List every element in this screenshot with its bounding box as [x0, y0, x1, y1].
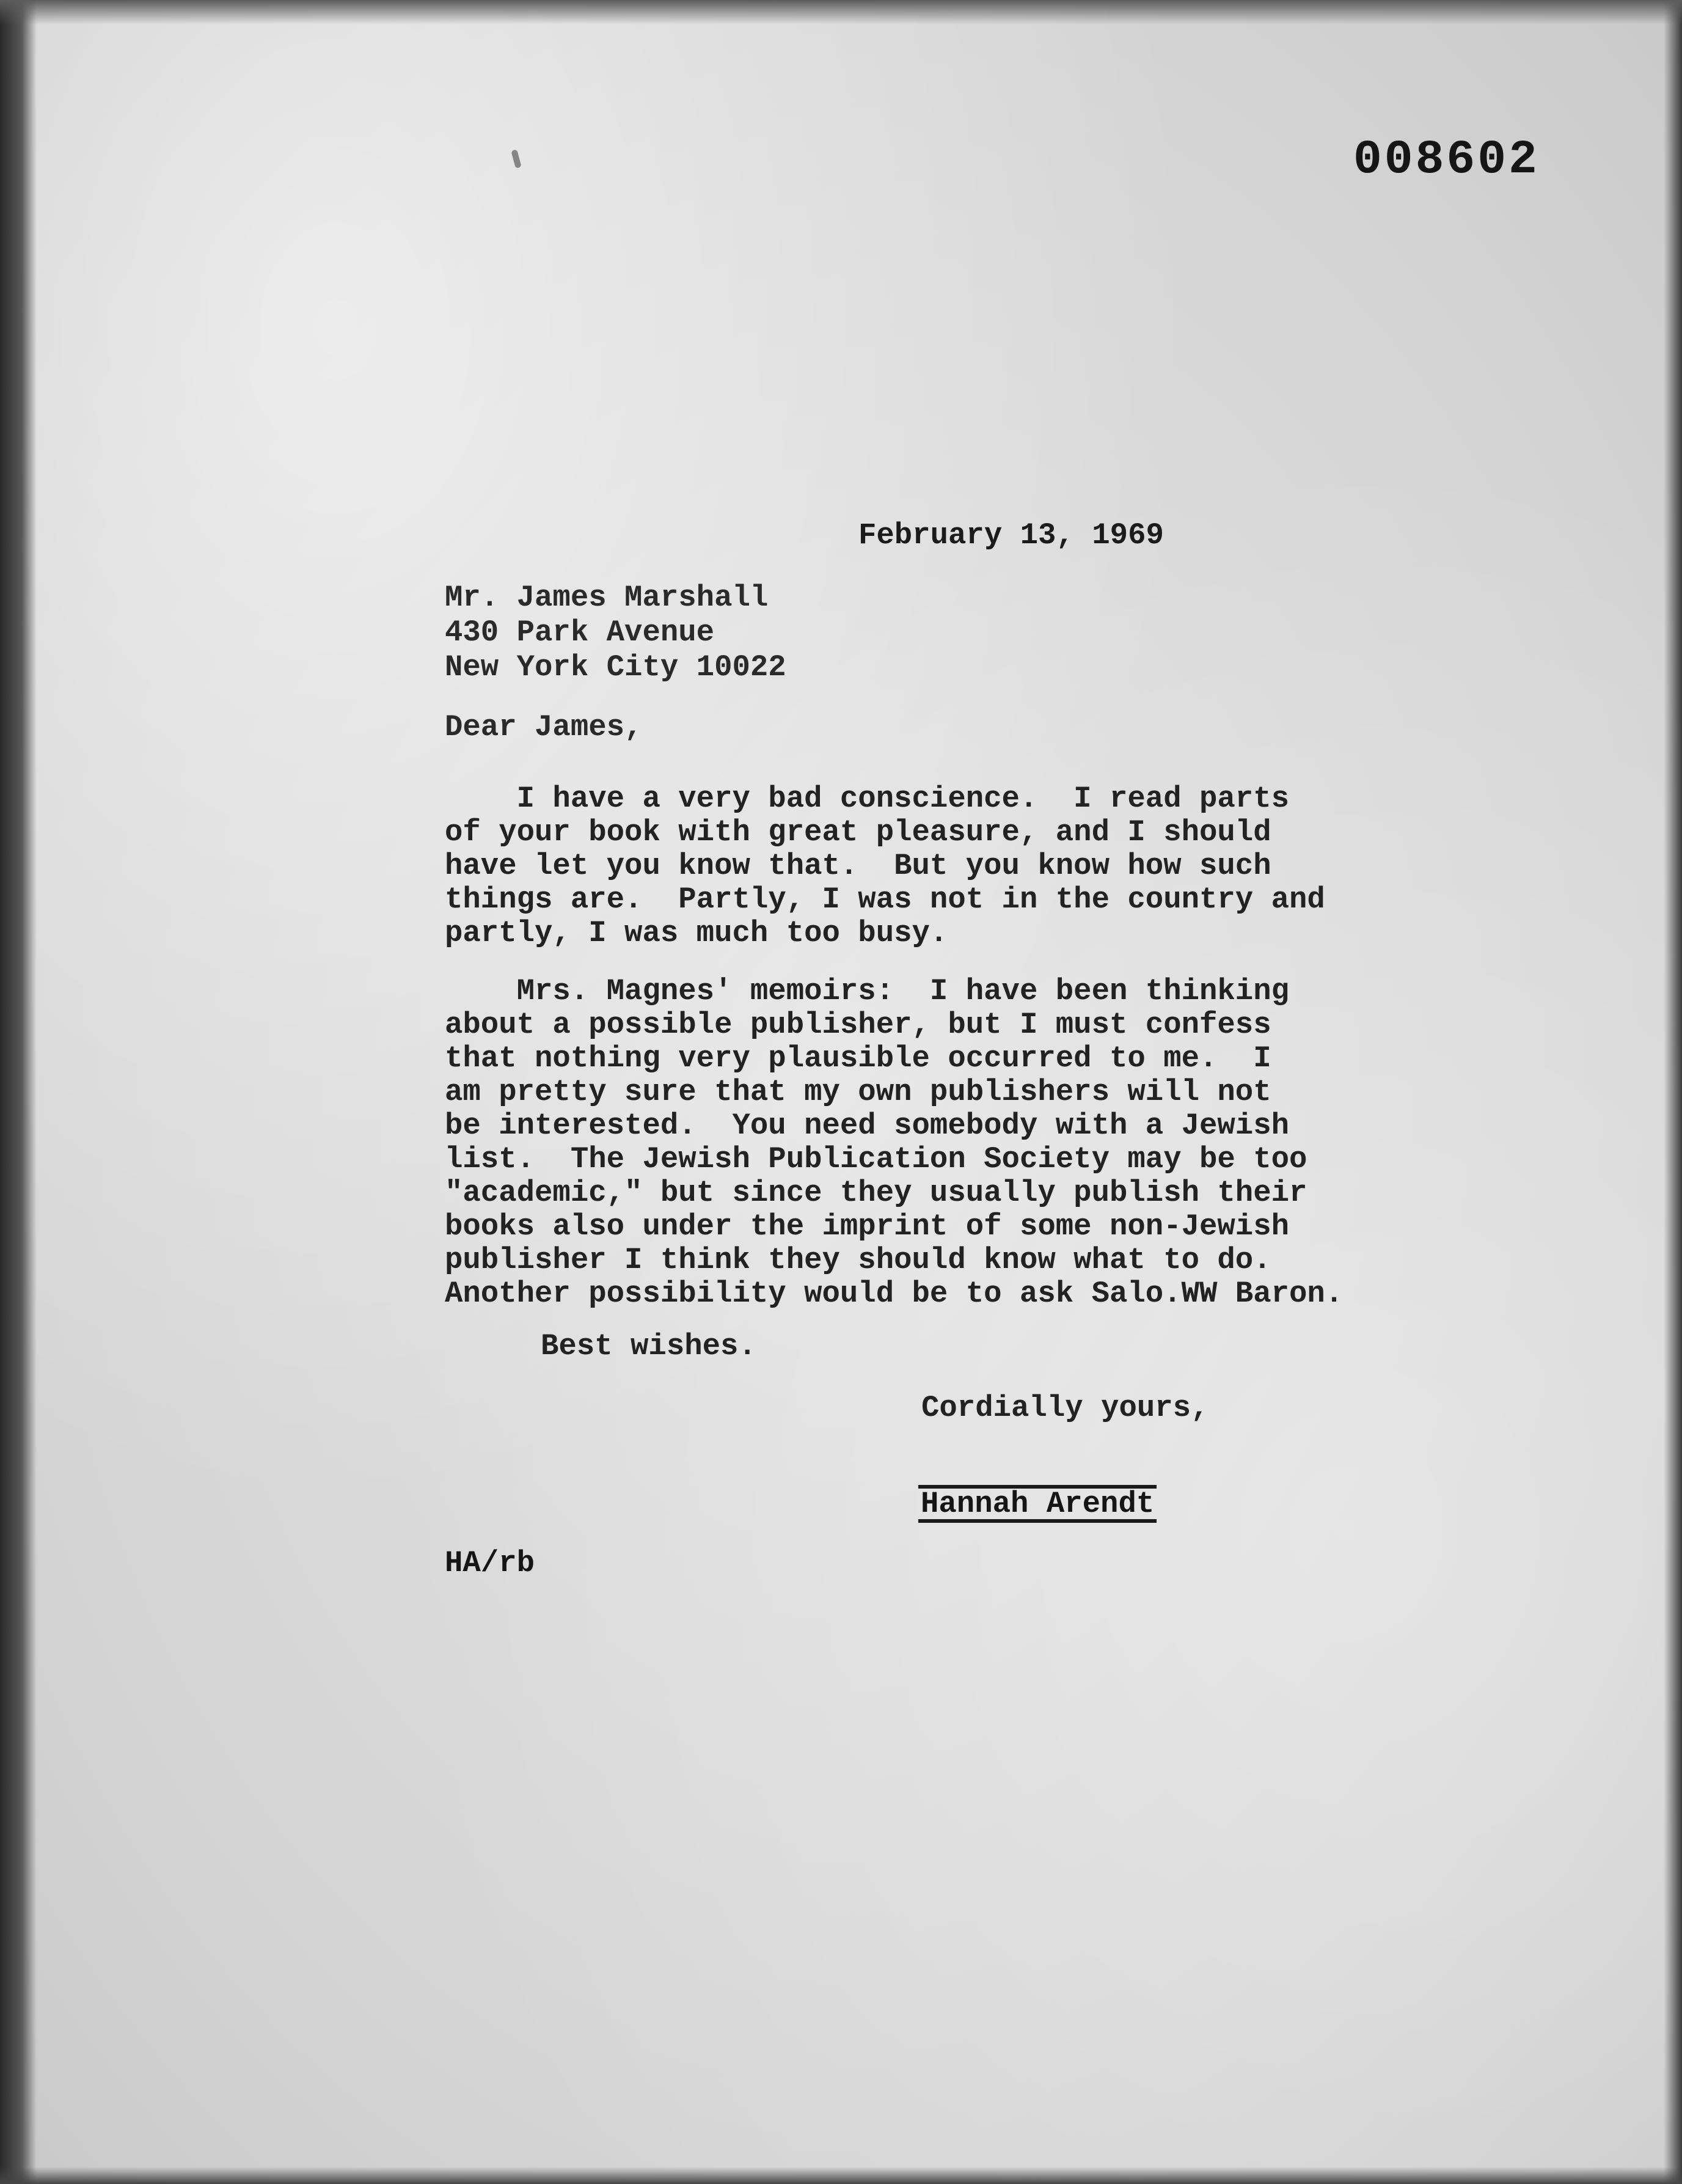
document-number: 008602 — [1353, 133, 1540, 187]
address-line: Mr. James Marshall — [445, 581, 769, 615]
paragraph-line: partly, I was much too busy. — [445, 916, 948, 950]
paragraph-line: that nothing very plausible occurred to me. I — [445, 1041, 1271, 1076]
paragraph-line: books also under the imprint of some non-Jewish — [445, 1209, 1290, 1244]
address-line: New York City 10022 — [445, 650, 786, 684]
paragraph-line: about a possible publisher, but I must confess — [445, 1008, 1271, 1042]
paragraph-line: have let you know that. But you know how such — [445, 849, 1271, 883]
paragraph-line: things are. Partly, I was not in the country and — [445, 882, 1325, 917]
paragraph-line: Another possibility would be to ask Salo.WW Baron. — [445, 1277, 1344, 1311]
scan-border-bottom — [0, 2167, 1682, 2184]
paragraph-line: I have a very bad conscience. I read parts — [445, 782, 1290, 816]
scan-border-right — [1664, 0, 1682, 2184]
paragraph-line: of your book with great pleasure, and I should — [445, 815, 1271, 849]
scan-border-top — [0, 0, 1682, 24]
typist-initials: HA/rb — [445, 1546, 535, 1580]
letter-date: February 13, 1969 — [858, 518, 1164, 552]
paragraph-line: am pretty sure that my own publishers will not — [445, 1075, 1271, 1109]
body-paragraph-2 — [445, 975, 1343, 1311]
paragraph-line: list. The Jewish Publication Society may be too — [445, 1142, 1307, 1176]
recipient-address — [445, 581, 786, 685]
signature-name: Hannah Arendt — [918, 1485, 1157, 1523]
paragraph-line: be interested. You need somebody with a Jewish — [445, 1108, 1290, 1143]
paragraph-line: publisher I think they should know what to do. — [445, 1243, 1271, 1277]
scan-border-left — [0, 0, 37, 2184]
body-paragraph-1 — [445, 782, 1325, 950]
paragraph-line: Mrs. Magnes' memoirs: I have been thinking — [445, 974, 1290, 1008]
closing-yours: Cordially yours, — [921, 1391, 1209, 1425]
closing-wishes: Best wishes. — [541, 1329, 756, 1363]
scan-speck — [511, 149, 521, 169]
salutation: Dear James, — [445, 710, 643, 744]
address-line: 430 Park Avenue — [445, 615, 715, 650]
paragraph-line: "academic," but since they usually publish their — [445, 1176, 1307, 1210]
